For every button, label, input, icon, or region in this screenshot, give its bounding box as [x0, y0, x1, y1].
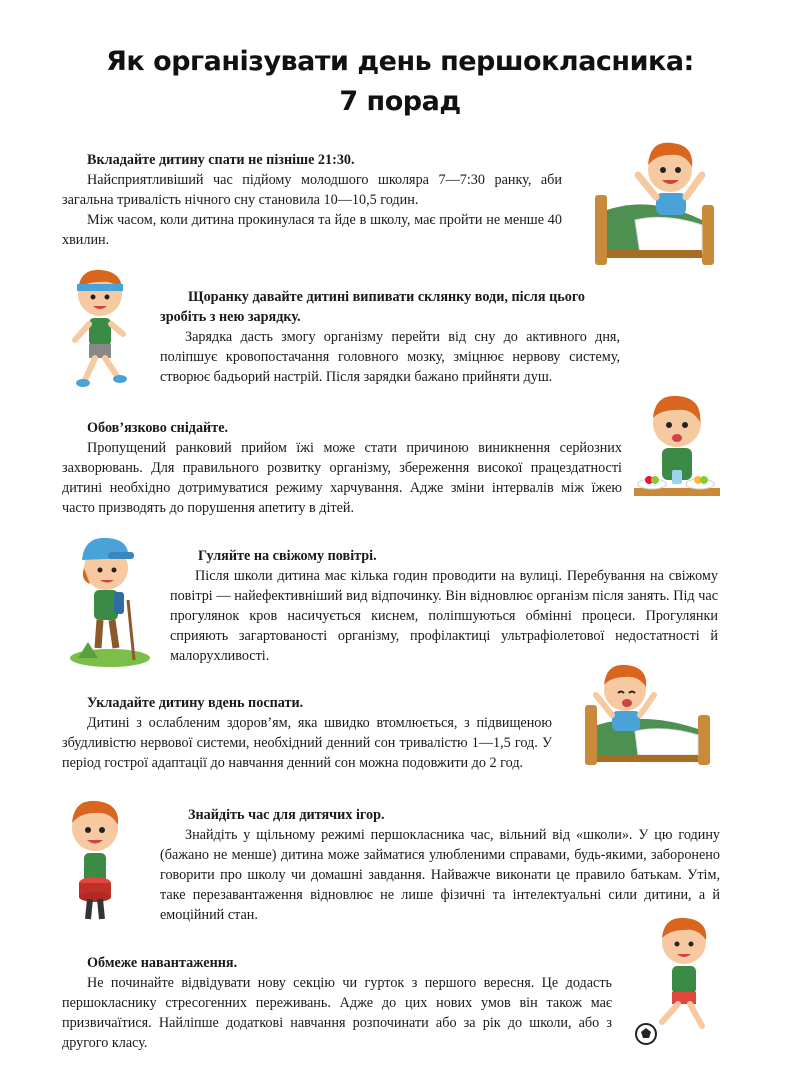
page-title: [0, 42, 800, 122]
tip-paragraph: Не починайте відвідувати нову секцію чи гурток з першого вересня. Це додасть першокласнику стресогенних переживань. Адже до цих нових умов він також має призвичаїтися. Найліпше додаткові навчання розпочинати або за рік до школи, або з другого класу.: [62, 975, 612, 1051]
page-title-line-1: Як організувати день першокласника:: [106, 46, 694, 77]
tip-water-exercise: [160, 287, 620, 387]
tip-heading: Щоранку давайте дитині випивати склянку води, після цього зробіть з нею зарядку.: [160, 289, 586, 325]
boy-playing-drum-icon: [60, 795, 130, 925]
tip-limit-workload: [62, 953, 612, 1053]
boy-waking-in-bed-icon: [590, 125, 720, 270]
tip-paragraph: Дитині з ослабленим здоров’ям, яка швидко втомлюється, з підвищеною збудливістю нервової системи, необхідний денний сон тривалістю 1—1,5 год. У період гострої адаптації до навчання денний сон можна подовжити до 2 год.: [62, 715, 552, 771]
tip-heading: Вкладайте дитину спати не пізніше 21:30.: [87, 152, 355, 168]
tip-paragraph: Після школи дитина має кілька годин проводити на вулиці. Перебування на свіжому повітрі — найефективніший вид відпочинку. Він відновлює організм після занять. Під час прогулянок кров насичується киснем, поліпшуються обмінні процеси. Прогулянки сприяють загартованості організму, профілактиці ультрафіолетової недостатності й малорухливості.: [170, 568, 718, 664]
boy-stretching-in-bed-icon: [580, 655, 715, 770]
tip-children-games: [160, 805, 720, 925]
tip-sleep-time: [62, 150, 562, 250]
tip-daytime-nap: [62, 693, 552, 773]
tip-paragraph: Знайдіть у щільному режимі першокласника час, вільний від «школи». У цю годину (бажано не менше) дитина може займатися улюбленими справами, будь-якими, заборонено говорити про школу чи домашні завдання. Найважче виконати це правило батькам. Утім, таке перезавантаження відновлює не лише фізичні та інтелектуальні сили дитини, а й емоційний стан.: [160, 827, 720, 923]
boy-playing-football-icon: [632, 910, 722, 1050]
tip-breakfast: [62, 418, 622, 518]
tip-heading: Обмеже навантаження.: [87, 955, 238, 971]
tip-paragraph: Найсприятливіший час підйому молодшого школяра 7—7:30 ранку, аби загальна тривалість нічного сну становила 10—10,5 годин.: [62, 172, 562, 208]
page-title-line-2: 7 порад: [339, 86, 461, 117]
tip-heading: Обов’язково снідайте.: [87, 420, 229, 436]
tip-paragraph: Між часом, коли дитина прокинулася та йде в школу, має пройти не менше 40 хвилин.: [62, 212, 562, 248]
boy-running-headband-icon: [65, 262, 135, 392]
tip-heading: Гуляйте на свіжому повітрі.: [198, 548, 377, 564]
boy-hiking-cap-icon: [68, 530, 153, 670]
tip-paragraph: Пропущений ранковий прийом їжі може стати причиною виникнення серйозних захворювань. Для правильного розвитку організму, збереження високої працездатності дитині необхідно дотримуватися режиму харчування. Адже зміни інтервалів між їжею часто призводять до порушення апетиту в дітей.: [62, 440, 622, 516]
boy-eating-breakfast-icon: [632, 388, 722, 513]
tip-fresh-air: [170, 546, 718, 666]
tip-heading: Укладайте дитину вдень поспати.: [87, 695, 304, 711]
tip-paragraph: Зарядка дасть змогу організму перейти від сну до активного дня, поліпшує кровопостачання головного мозку, зміцнює нервову систему, створює бадьорий настрій. Після зарядки бажано прийняти душ.: [160, 329, 620, 385]
tip-heading: Знайдіть час для дитячих ігор.: [188, 807, 385, 823]
